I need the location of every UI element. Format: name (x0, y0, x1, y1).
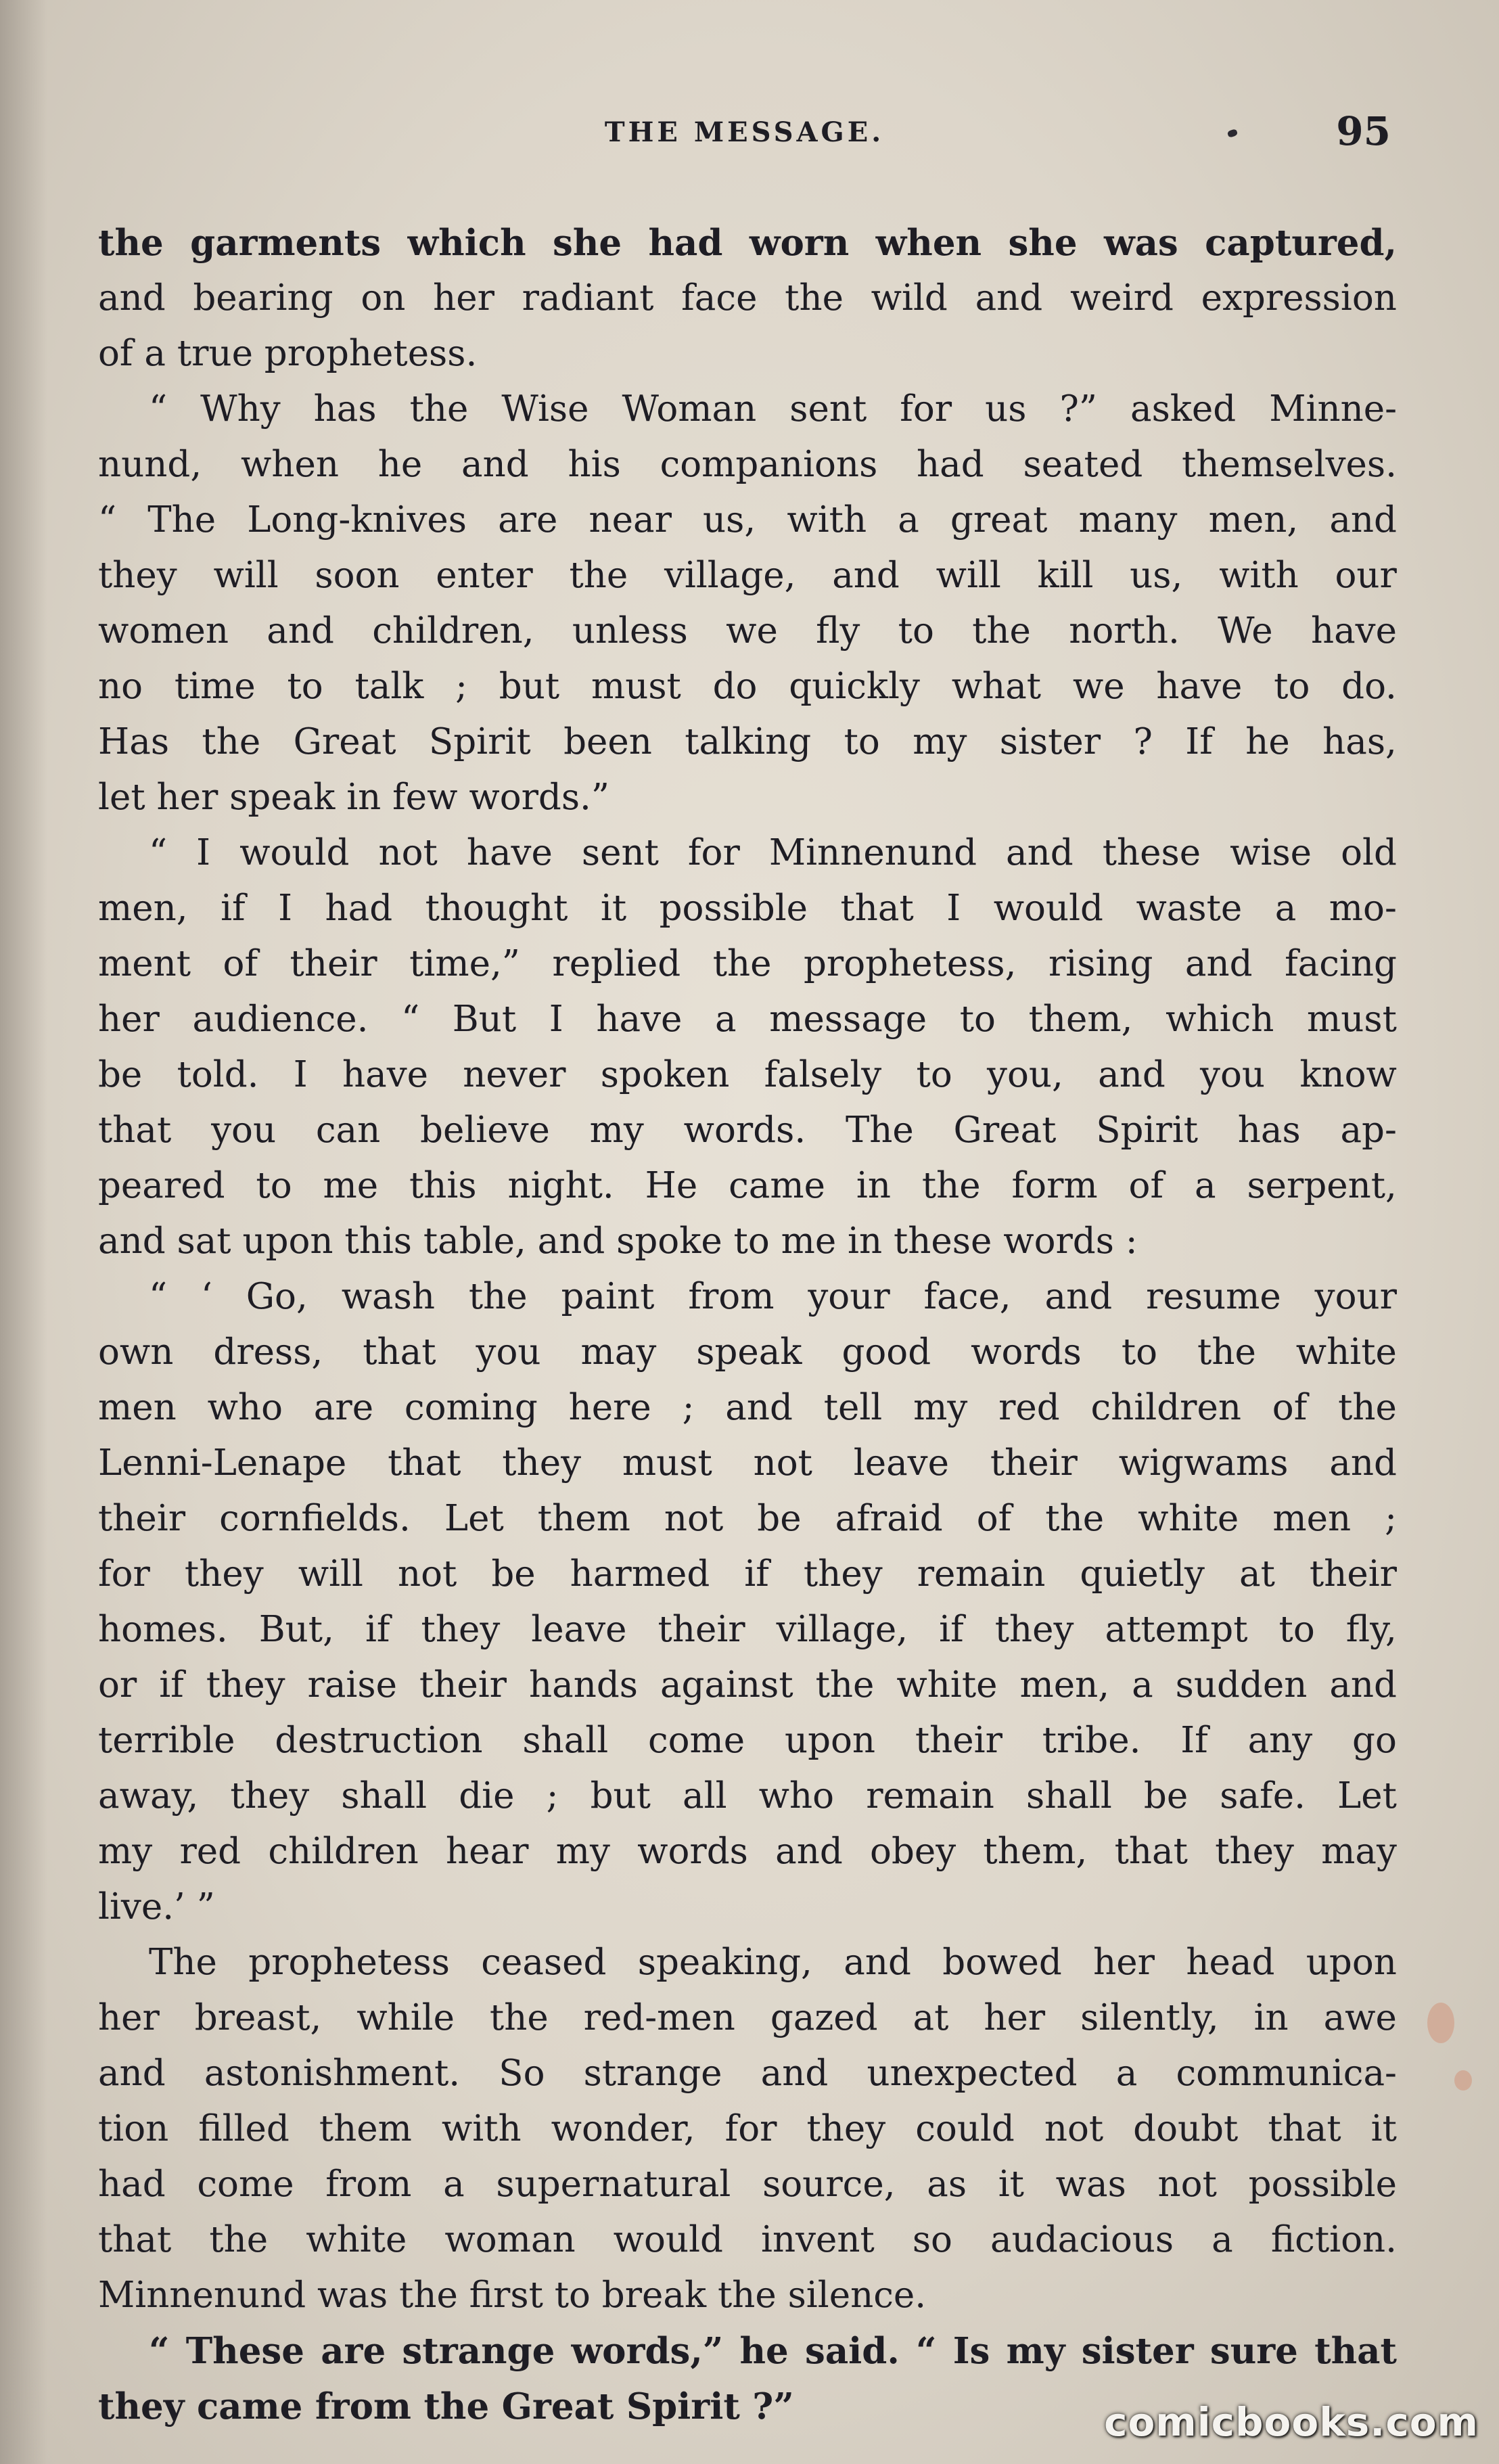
text-line: own dress, that you may speak good words to the white (98, 1331, 1397, 1373)
text-line: had come from a supernatural source, as it was not possible (98, 2164, 1397, 2205)
text-line: Minnenund was the first to break the silence. (98, 2275, 927, 2316)
text-line: or if they raise their hands against the white men, a sudden and (98, 1664, 1397, 1706)
text-line: be told. I have never spoken falsely to you, and you know (98, 1054, 1397, 1095)
text-line: her audience. “ But I have a message to them, which must (98, 999, 1397, 1040)
text-line: no time to talk ; but must do quickly what we have to do. (98, 666, 1397, 707)
running-head: THE MESSAGE. (604, 116, 885, 148)
text-line: let her speak in few words.” (98, 777, 610, 818)
text-line: away, they shall die ; but all who remain shall be safe. Let (98, 1775, 1397, 1817)
text-line: of a true prophetess. (98, 333, 478, 374)
text-line: they came from the Great Spirit ?” (98, 2386, 794, 2427)
text-line: and astonishment. So strange and unexpected a communica- (98, 2053, 1397, 2094)
text-line: “ The Long-knives are near us, with a great many men, and (98, 499, 1397, 541)
watermark-logo: comicbooks.com (1104, 2399, 1479, 2445)
text-line: women and children, unless we fly to the north. We have (98, 610, 1397, 652)
text-line: the garments which she had worn when she was captured, (98, 222, 1397, 264)
text-line: men who are coming here ; and tell my red children of the (98, 1387, 1397, 1428)
text-line: tion filled them with wonder, for they could not doubt that it (98, 2108, 1397, 2149)
paper-stain (1427, 2003, 1454, 2043)
text-line: ment of their time,” replied the prophetess, rising and facing (98, 943, 1397, 984)
text-line: that the white woman would invent so audacious a fiction. (98, 2219, 1397, 2260)
text-line: Lenni-Lenape that they must not leave their wigwams and (98, 1442, 1397, 1484)
text-line: men, if I had thought it possible that I would waste a mo- (98, 888, 1397, 929)
text-line: “ Why has the Wise Woman sent for us ?” asked Minne- (149, 388, 1397, 430)
text-line: “ I would not have sent for Minnenund and these wise old (149, 832, 1397, 873)
page-gutter-shadow (0, 0, 47, 2464)
text-line: terrible destruction shall come upon their tribe. If any go (98, 1720, 1397, 1761)
text-line: “ ‘ Go, wash the paint from your face, and resume your (149, 1276, 1397, 1317)
text-line: they will soon enter the village, and will kill us, with our (98, 555, 1397, 596)
text-line: “ These are strange words,” he said. “ Is my sister sure that (149, 2330, 1397, 2372)
text-line: live.’ ” (98, 1886, 215, 1927)
text-line: peared to me this night. He came in the form of a serpent, (98, 1165, 1397, 1206)
page-header (98, 108, 1391, 162)
text-line: The prophetess ceased speaking, and bowed her head upon (149, 1942, 1397, 1983)
page-number: 95 (1336, 108, 1391, 154)
text-line: and sat upon this table, and spoke to me in these words : (98, 1220, 1138, 1262)
text-line: my red children hear my words and obey them, that they may (98, 1831, 1397, 1872)
text-line: for they will not be harmed if they remain quietly at their (98, 1553, 1397, 1595)
text-line: their cornfields. Let them not be afraid of the white men ; (98, 1498, 1397, 1539)
text-line: Has the Great Spirit been talking to my sister ? If he has, (98, 721, 1397, 762)
text-line: and bearing on her radiant face the wild and weird expression (98, 277, 1397, 319)
paper-stain (1454, 2070, 1472, 2091)
text-line: nund, when he and his companions had seated themselves. (98, 444, 1397, 485)
text-line: her breast, while the red-men gazed at her silently, in awe (98, 1997, 1397, 2038)
text-line: that you can believe my words. The Great Spirit has ap- (98, 1110, 1397, 1151)
body-text (98, 215, 1397, 2434)
text-line: homes. But, if they leave their village, if they attempt to fly, (98, 1609, 1397, 1650)
